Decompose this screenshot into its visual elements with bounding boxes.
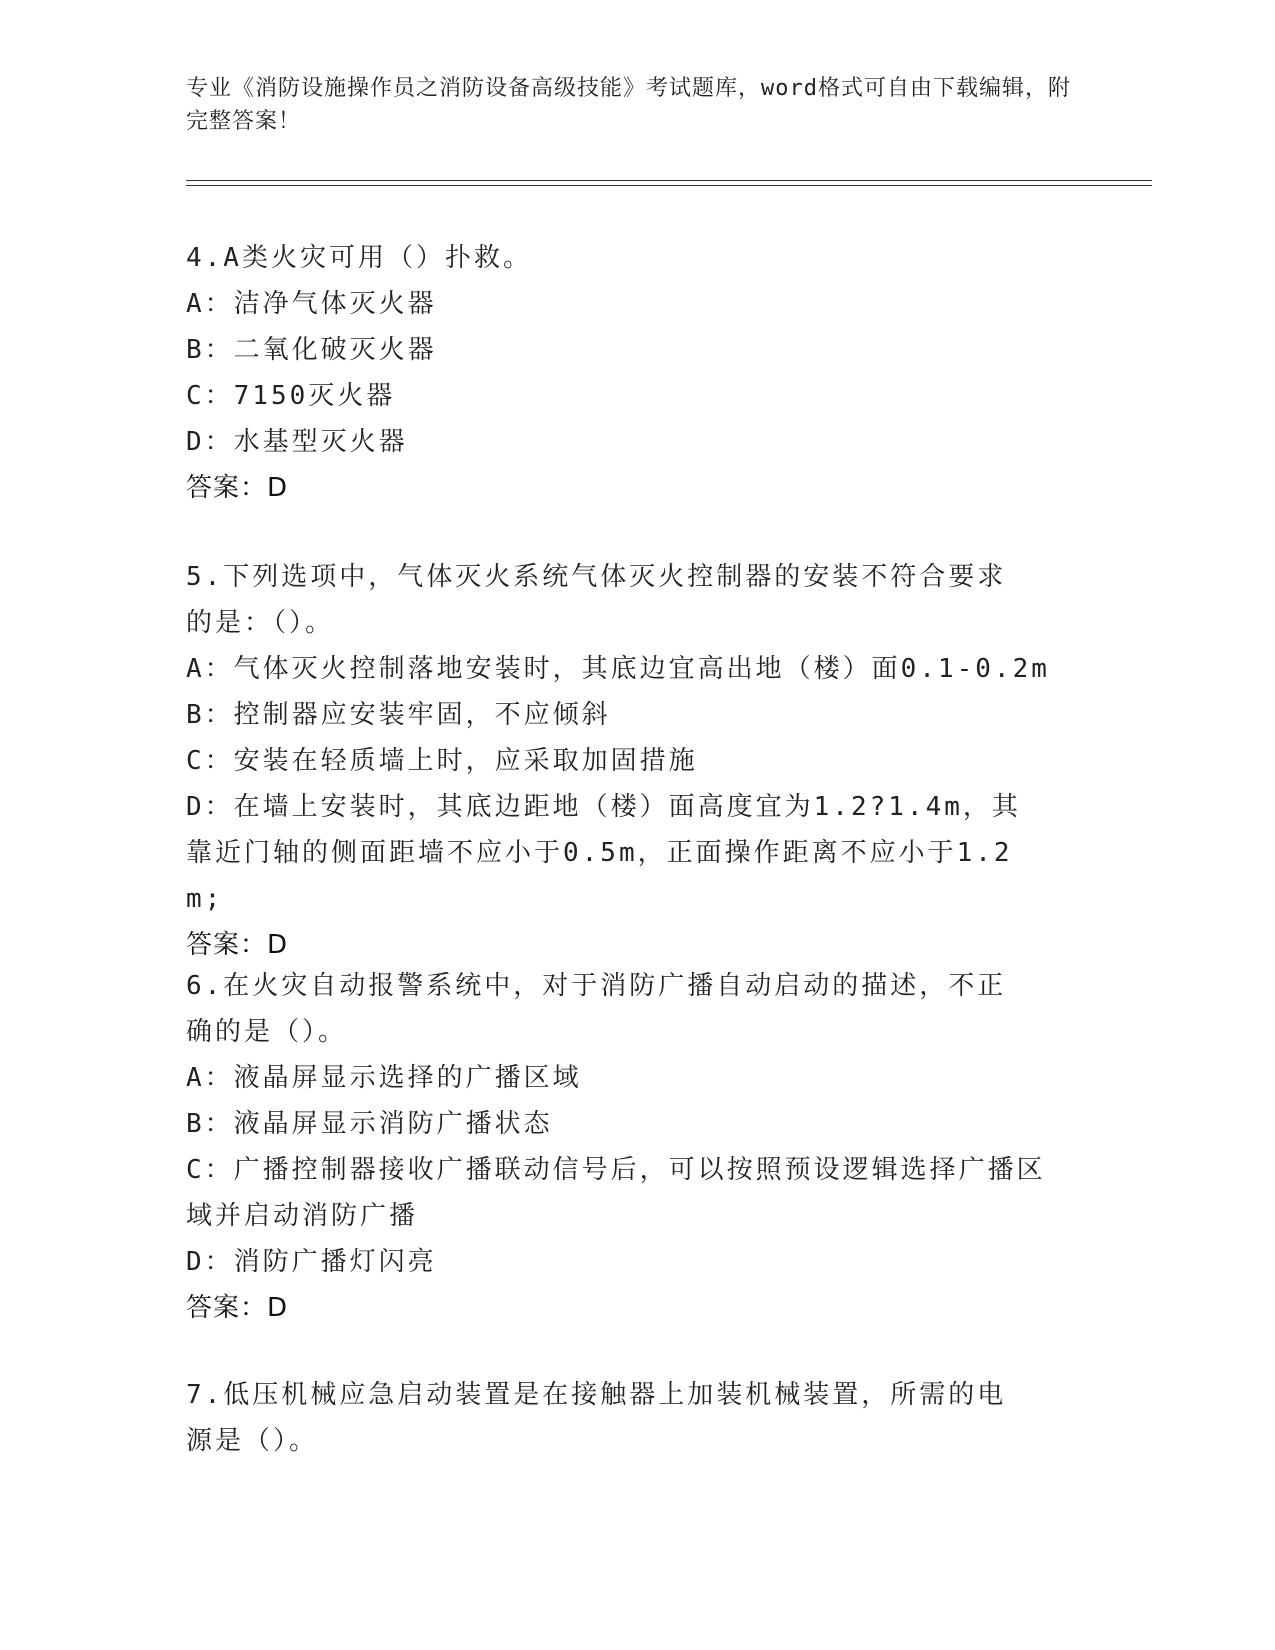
option-a: A：气体灭火控制落地安装时，其底边宜高出地（楼）面0.1-0.2m	[186, 654, 1050, 684]
option-c: C：7150灭火器	[186, 381, 396, 411]
option-c: C：安装在轻质墙上时，应采取加固措施	[186, 746, 698, 776]
option-a: A：洁净气体灭火器	[186, 289, 437, 319]
answer: 答案：D	[186, 473, 289, 503]
question-4	[186, 235, 1086, 511]
question-stem: 5.下列选项中，气体灭火系统气体灭火控制器的安装不符合要求的是：（）。	[186, 562, 1007, 638]
option-a: A：液晶屏显示选择的广播区域	[186, 1063, 582, 1093]
option-b: B：液晶屏显示消防广播状态	[186, 1109, 553, 1139]
document-header: 专业《消防设施操作员之消防设备高级技能》考试题库，word格式可自由下载编辑，附完整答案！	[186, 76, 1071, 134]
option-d: D：水基型灭火器	[186, 427, 408, 457]
question-stem: 7.低压机械应急启动装置是在接触器上加装机械装置，所需的电源是（）。	[186, 1380, 1007, 1456]
option-b: B：控制器应安装牢固，不应倾斜	[186, 700, 611, 730]
header-divider-bottom	[186, 185, 1152, 186]
answer: 答案：D	[186, 1293, 289, 1323]
question-5	[186, 554, 1086, 968]
option-b: B：二氧化破灭火器	[186, 335, 437, 365]
option-d: D：在墙上安装时，其底边距地（楼）面高度宜为1.2?1.4m，其靠近门轴的侧面距墙不应小于0.5m，正面操作距离不应小于1.2m;	[186, 792, 1021, 914]
question-stem: 6.在火灾自动报警系统中，对于消防广播自动启动的描述，不正确的是（）。	[186, 971, 1007, 1047]
answer: 答案：D	[186, 930, 289, 960]
question-6	[186, 963, 1086, 1331]
question-stem: 4.A类火灾可用（）扑救。	[186, 243, 532, 273]
question-7	[186, 1372, 1086, 1464]
option-c: C：广播控制器接收广播联动信号后，可以按照预设逻辑选择广播区域并启动消防广播	[186, 1155, 1046, 1231]
option-d: D：消防广播灯闪亮	[186, 1247, 437, 1277]
header-divider-top	[186, 180, 1152, 181]
